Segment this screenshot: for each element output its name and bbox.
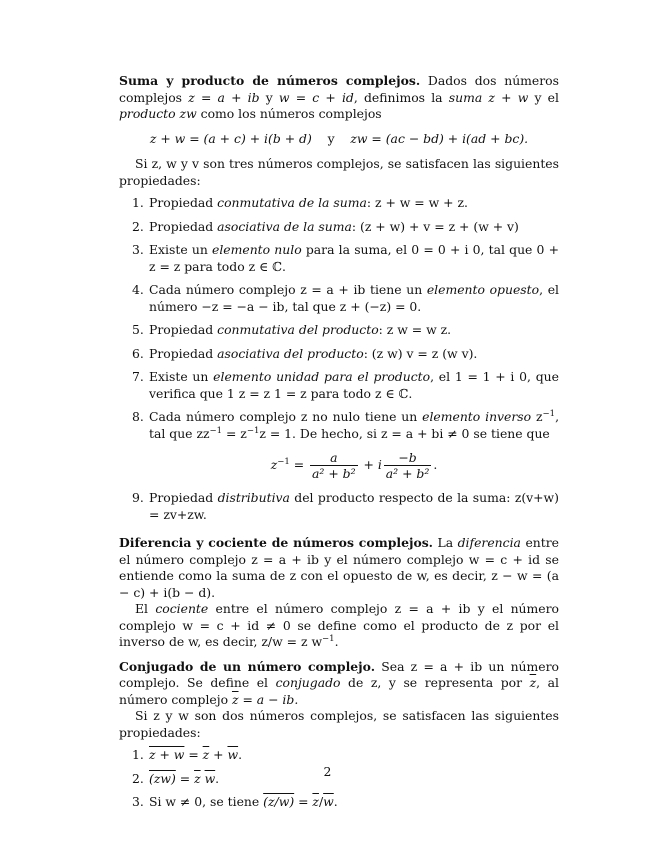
eq-lhs: z bbox=[270, 457, 278, 472]
emph: elemento unidad para el producto bbox=[213, 369, 431, 384]
text: Existe un bbox=[149, 369, 214, 384]
text: del producto respecto de la suma: z(v+w) = zv+zw. bbox=[149, 490, 559, 522]
text: = bbox=[175, 770, 195, 786]
text: Cada número complejo z = a + ib tiene un bbox=[149, 282, 427, 297]
sec1-heading: Suma y producto de números complejos. bbox=[119, 73, 421, 88]
list-item bbox=[119, 794, 559, 811]
sec3-paragraph bbox=[119, 659, 559, 709]
sec3-intro: Si z y w son dos números complejos, se satisfacen las siguientes propiedades: bbox=[119, 708, 559, 740]
text: = bbox=[184, 747, 203, 762]
item-number: 1. bbox=[132, 747, 144, 762]
superscript: −1 bbox=[277, 456, 290, 467]
eq-sep: y bbox=[327, 130, 335, 146]
text: Si w ≠ 0, se tiene bbox=[149, 794, 264, 809]
emph: conmutativa de la suma bbox=[217, 195, 367, 210]
list-item bbox=[119, 369, 559, 402]
text: entre el número complejo z = a + ib y el número complejo w = c + id se entiende como la suma de z con el opuesto de w, es decir, z − w = (a − c) + i(b − d). bbox=[119, 535, 559, 600]
text: Sea z = a + ib un número complejo. Se define el bbox=[119, 658, 559, 690]
text: Dados dos números complejos bbox=[119, 73, 560, 105]
item-number: 3. bbox=[132, 242, 144, 257]
text: . bbox=[238, 747, 243, 762]
item-number: 7. bbox=[132, 369, 144, 384]
text: z bbox=[531, 409, 543, 424]
math: $\overline{z}$ bbox=[202, 747, 210, 762]
math: $\overline{w}$ bbox=[323, 794, 334, 809]
text: , definimos la bbox=[353, 89, 449, 105]
page-content bbox=[119, 73, 559, 818]
sec2-cociente bbox=[119, 601, 559, 651]
period: . bbox=[433, 457, 438, 472]
z-bar: $\overline{z}$ bbox=[231, 691, 239, 707]
text: Existe un bbox=[149, 242, 212, 257]
z-bar: $\overline{z}$ bbox=[529, 675, 537, 690]
text: para la suma, el 0 = 0 + i 0, tal que 0 + z = z para todo z ∈ ℂ. bbox=[149, 242, 560, 274]
eq-product: zw = (ac − bd) + i(ad + bc). bbox=[350, 130, 529, 146]
math: $\overline{z}$ bbox=[312, 794, 319, 809]
numerator: a bbox=[310, 450, 358, 466]
plus-i: + i bbox=[359, 457, 382, 472]
text: Propiedad bbox=[149, 218, 218, 234]
math: (zw) bbox=[149, 770, 176, 786]
sec3-heading: Conjugado de un número complejo. bbox=[119, 658, 376, 674]
emph: diferencia bbox=[457, 535, 521, 550]
emph: conjugado bbox=[275, 675, 341, 690]
text: . bbox=[333, 794, 338, 809]
fraction-imag bbox=[384, 450, 432, 481]
math: w = c + id bbox=[278, 89, 354, 105]
list-item bbox=[119, 409, 559, 481]
math: (z/w) bbox=[263, 794, 295, 809]
item-number: 3. bbox=[132, 794, 144, 809]
text: , el 1 = 1 + i 0, que verifica que 1 z = z 1 = z para todo z ∈ ℂ. bbox=[149, 369, 559, 401]
superscript: −1 bbox=[209, 425, 223, 436]
sec1-paragraph bbox=[119, 73, 559, 123]
text: , tal que zz bbox=[149, 409, 560, 441]
text: : z w = w z. bbox=[378, 322, 452, 337]
text: + bbox=[209, 747, 228, 762]
superscript: −1 bbox=[322, 633, 335, 644]
text: , el número −z = −a − ib, tal que z + (−z) = 0. bbox=[149, 282, 559, 314]
emph: conmutativa del producto bbox=[217, 322, 379, 337]
math: z + w bbox=[482, 89, 529, 105]
text: = z bbox=[222, 425, 247, 441]
text: de z, y se representa por bbox=[340, 675, 530, 690]
text: El bbox=[135, 601, 156, 616]
text: : z + w = w + z. bbox=[366, 195, 468, 210]
text: entre el número complejo z = a + ib y el número complejo w = c + id ≠ 0 se define como el producto de z por el inverso de w, es decir, z/w = z w bbox=[119, 601, 559, 649]
text: Propiedad bbox=[149, 195, 218, 210]
list-item bbox=[119, 346, 559, 363]
emph: elemento opuesto bbox=[426, 282, 540, 297]
math: $\overline{w}$ bbox=[204, 770, 216, 786]
superscript: −1 bbox=[542, 408, 556, 419]
page-number: 2 bbox=[323, 764, 332, 779]
emph: cociente bbox=[155, 601, 209, 616]
item-number: 4. bbox=[132, 282, 144, 297]
text: : (z + w) + v = z + (w + v) bbox=[351, 218, 519, 234]
text: y bbox=[259, 89, 279, 105]
text: como los números complejos bbox=[196, 106, 382, 121]
list-item bbox=[119, 322, 559, 339]
text: y el bbox=[528, 89, 559, 105]
emph: producto bbox=[119, 106, 176, 121]
text: . bbox=[334, 634, 339, 649]
sec2-heading: Diferencia y cociente de números complejos. bbox=[119, 535, 433, 550]
item-number: 5. bbox=[132, 322, 144, 337]
text: Propiedad bbox=[149, 345, 218, 361]
denominator: a² + b² bbox=[385, 466, 430, 481]
text: , al número complejo bbox=[119, 675, 559, 707]
superscript: −1 bbox=[246, 425, 260, 436]
text: / bbox=[318, 794, 324, 809]
math: $\overline{z}$ bbox=[194, 770, 201, 786]
text: Cada número complejo z no nulo tiene un bbox=[149, 409, 423, 424]
list-item bbox=[119, 219, 559, 236]
eq-sum: z + w = (a + c) + i(b + d) bbox=[149, 130, 312, 146]
text: Propiedad bbox=[149, 322, 218, 337]
emph: elemento inverso bbox=[422, 409, 532, 424]
item-number: 2. bbox=[132, 218, 144, 234]
item-number: 8. bbox=[132, 409, 144, 424]
list-item bbox=[119, 242, 559, 275]
item-number: 6. bbox=[132, 345, 144, 361]
math: z = a + ib bbox=[188, 89, 260, 105]
sec2-paragraph bbox=[119, 535, 559, 601]
emph: asociativa del producto bbox=[217, 345, 364, 361]
item-number: 9. bbox=[132, 490, 144, 505]
item-number: 2. bbox=[132, 770, 144, 786]
numerator: −b bbox=[384, 450, 432, 466]
math: $\overline{w}$ bbox=[227, 747, 239, 762]
list-item bbox=[119, 490, 559, 523]
math: zw bbox=[175, 106, 197, 121]
denominator: a² + b² bbox=[312, 466, 356, 481]
list-item bbox=[119, 282, 559, 315]
fraction-real bbox=[310, 450, 358, 481]
text: La bbox=[433, 535, 458, 550]
item-number: 1. bbox=[132, 195, 144, 210]
list-item bbox=[119, 747, 559, 764]
text: Propiedad bbox=[149, 490, 218, 505]
emph: distributiva bbox=[217, 490, 290, 505]
sum-product-equation bbox=[119, 131, 559, 148]
inverse-equation bbox=[149, 450, 559, 481]
text: : (z w) v = z (w v). bbox=[363, 345, 478, 361]
sec1-intro: Si z, w y v son tres números complejos, se satisfacen las siguientes propiedades: bbox=[119, 156, 559, 188]
properties-list bbox=[119, 195, 559, 523]
emph: suma bbox=[448, 89, 483, 105]
emph: elemento nulo bbox=[211, 242, 302, 257]
math: z + w bbox=[149, 747, 185, 762]
text: z = 1. De hecho, si z = a + bi ≠ 0 se tiene que bbox=[259, 425, 550, 441]
equals: = bbox=[289, 457, 309, 472]
list-item bbox=[119, 195, 559, 212]
text: = bbox=[294, 794, 313, 809]
emph: asociativa de la suma bbox=[217, 218, 352, 234]
math: = a − ib. bbox=[238, 691, 299, 707]
text: . bbox=[215, 770, 220, 786]
